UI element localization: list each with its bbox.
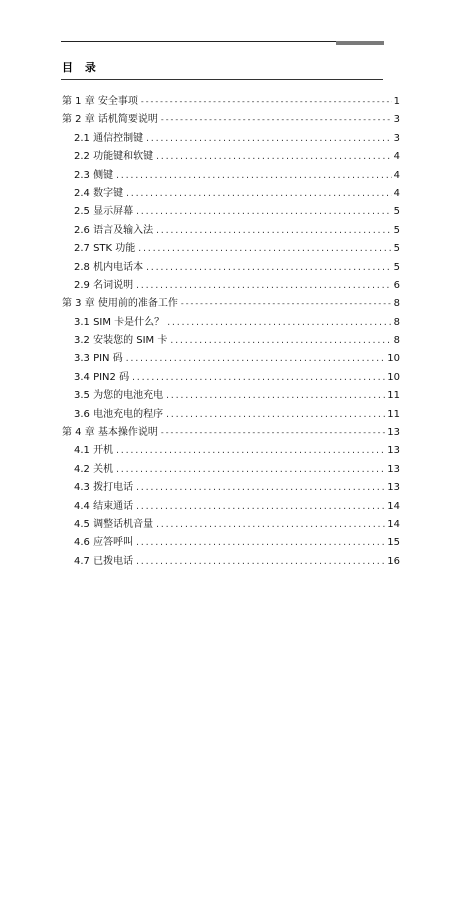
toc-entry-label: 4.7 已拨电话 [74, 555, 134, 567]
toc-entry-label: 4.2 关机 [74, 463, 114, 475]
toc-chapter-entry[interactable] [62, 111, 400, 129]
toc-page-number: 5 [393, 261, 400, 273]
toc-section-entry[interactable] [62, 406, 400, 424]
toc-section-entry[interactable] [62, 442, 400, 460]
toc-section-entry[interactable] [62, 553, 400, 571]
toc-leader [135, 203, 392, 221]
toc-entry-label: 4.6 应答呼叫 [74, 537, 134, 549]
header-rule [61, 41, 383, 42]
toc-page-number: 13 [387, 427, 400, 439]
toc-section-entry[interactable] [62, 534, 400, 552]
toc-page-number: 4 [393, 169, 400, 181]
toc-page-number: 5 [393, 243, 400, 255]
toc-chapter-entry[interactable] [62, 295, 400, 313]
toc-leader [137, 240, 391, 258]
toc-page-number: 1 [393, 96, 400, 107]
toc-leader [125, 350, 386, 368]
toc-section-entry[interactable] [62, 240, 400, 258]
toc-title: 目 录 [62, 61, 100, 74]
toc-entry-label: 4.5 调整话机音量 [74, 518, 154, 530]
toc-page-number: 5 [393, 224, 400, 236]
toc-leader [115, 442, 385, 460]
toc-page-number: 11 [387, 390, 400, 402]
toc-page-number: 13 [387, 445, 400, 457]
toc-page-number: 15 [387, 537, 400, 549]
toc-entry-label: 3.6 电池充电的程序 [74, 408, 164, 420]
toc-entry-label: 第 4 章 基本操作说明 [62, 427, 158, 439]
toc-section-entry[interactable] [62, 148, 400, 166]
toc-page-number: 16 [387, 555, 400, 567]
toc-page-number: 11 [387, 408, 400, 420]
toc-page-number: 10 [387, 371, 400, 383]
header-accent-bar [336, 41, 384, 45]
toc-leader [145, 130, 392, 148]
toc-leader [115, 167, 392, 185]
toc-page-number: 5 [393, 206, 400, 218]
toc-section-entry[interactable] [62, 130, 400, 148]
toc-entry-label: 4.1 开机 [74, 445, 114, 457]
toc-leader [155, 222, 392, 240]
toc-entry-label: 2.8 机内电话本 [74, 261, 144, 273]
toc-page-number: 4 [393, 187, 400, 199]
toc-entry-label: 3.3 PIN 码 [74, 353, 123, 365]
toc-section-entry[interactable] [62, 203, 400, 221]
toc-page-number: 14 [387, 500, 400, 512]
toc-section-entry[interactable] [62, 185, 400, 203]
toc-entry-label: 3.2 安装您的 SIM 卡 [74, 335, 168, 347]
toc-section-entry[interactable] [62, 259, 400, 277]
toc-section-entry[interactable] [62, 332, 400, 350]
toc-page-number: 6 [393, 279, 400, 291]
toc-section-entry[interactable] [62, 167, 400, 185]
toc-section-entry[interactable] [62, 314, 400, 332]
toc-section-entry[interactable] [62, 350, 400, 368]
toc-section-entry[interactable] [62, 516, 400, 534]
toc-entry-label: 2.3 侧键 [74, 169, 114, 181]
toc-entry-label: 2.6 语言及输入法 [74, 224, 154, 236]
toc-leader [135, 534, 385, 552]
toc-entry-label: 2.2 功能键和软键 [74, 151, 154, 163]
toc-page-number: 10 [387, 353, 400, 365]
toc-leader [140, 93, 392, 111]
toc-leader [165, 406, 385, 424]
toc-leader [180, 295, 392, 313]
toc-section-entry[interactable] [62, 222, 400, 240]
toc-chapter-entry[interactable] [62, 424, 400, 442]
toc-page-number: 13 [387, 482, 400, 494]
toc-leader [155, 516, 385, 534]
toc-section-entry[interactable] [62, 369, 400, 387]
toc-page-number: 4 [393, 151, 400, 163]
toc-leader [125, 185, 392, 203]
toc-entry-label: 3.5 为您的电池充电 [74, 390, 164, 402]
toc-page-number: 14 [387, 518, 400, 530]
toc-page-number: 13 [387, 463, 400, 475]
toc-section-entry[interactable] [62, 387, 400, 405]
toc-section-entry[interactable] [62, 498, 400, 516]
toc-entry-label: 2.7 STK 功能 [74, 243, 136, 255]
toc-entry-label: 4.3 拨打电话 [74, 482, 134, 494]
toc-entry-label: 第 3 章 使用前的准备工作 [62, 298, 178, 310]
toc-section-entry[interactable] [62, 461, 400, 479]
toc-page-number: 8 [393, 335, 400, 347]
toc-entry-label: 2.5 显示屏幕 [74, 206, 134, 218]
toc-leader [155, 148, 392, 166]
toc-page-number: 8 [393, 298, 400, 310]
toc-section-entry[interactable] [62, 479, 400, 497]
toc-entry-label: 4.4 结束通话 [74, 500, 134, 512]
toc-entry-label: 2.4 数字键 [74, 187, 124, 199]
toc-entry-label: 3.1 SIM 卡是什么？ [74, 316, 165, 328]
toc-page-number: 8 [393, 316, 400, 328]
toc-leader [160, 111, 392, 129]
toc-entry-label: 第 2 章 话机简要说明 [62, 114, 158, 126]
toc-leader [165, 387, 385, 405]
toc-page-number: 3 [393, 114, 400, 126]
toc-leader [169, 332, 391, 350]
table-of-contents [62, 93, 400, 571]
toc-page-number: 3 [393, 132, 400, 144]
toc-entry-label: 第 1 章 安全事项 [62, 96, 138, 107]
toc-leader [135, 553, 385, 571]
toc-chapter-entry[interactable] [62, 93, 400, 111]
title-rule [61, 79, 383, 80]
toc-entry-label: 2.1 通信控制键 [74, 132, 144, 144]
toc-leader [145, 259, 392, 277]
toc-leader [135, 479, 385, 497]
toc-leader [131, 369, 385, 387]
toc-entry-label: 2.9 名词说明 [74, 279, 134, 291]
toc-leader [115, 461, 385, 479]
toc-leader [166, 314, 391, 332]
toc-entry-label: 3.4 PIN2 码 [74, 371, 130, 383]
toc-leader [135, 277, 392, 295]
toc-section-entry[interactable] [62, 277, 400, 295]
toc-leader [135, 498, 385, 516]
toc-leader [160, 424, 385, 442]
